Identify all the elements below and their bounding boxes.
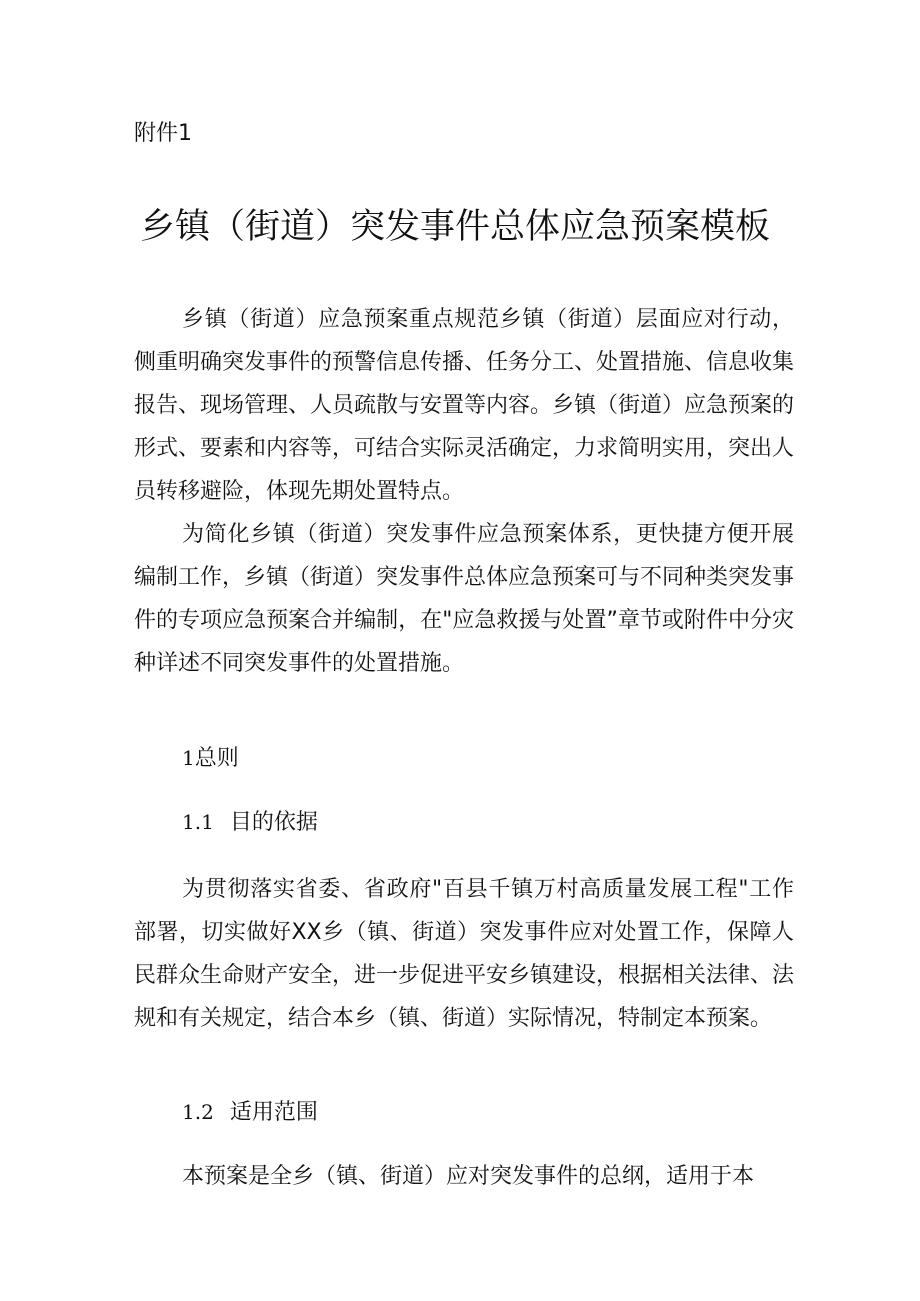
section-1-1-body: 为贯彻落实省委、省政府"百县千镇万村高质量发展工程"工作部署，切实做好XX乡（镇、街道）突发事件应对处置工作，保障人民群众生命财产安全，进一步促进平安乡镇建设，根据相关法律、法规和有关规定，结合本乡（镇、街道）实际情况，特制定本预案。 — [134, 877, 795, 1031]
annex-label: 附件1 — [134, 121, 192, 146]
intro-paragraph-1: 乡镇（街道）应急预案重点规范乡镇（街道）层面应对行动，侧重明确突发事件的预警信息传播、任务分工、处置措施、信息收集报告、现场管理、人员疏散与安置等内容。乡镇（街道）应急预案的形式、要素和内容等，可结合实际灵活确定，力求简明实用，突出人员转移避险，体现先期处置特点。 — [134, 307, 795, 504]
document-title: 乡镇（街道）突发事件总体应急预案模板 — [139, 207, 770, 247]
intro-paragraph-2: 为简化乡镇（街道）突发事件应急预案体系，更快捷方便开展编制工作，乡镇（街道）突发事件总体应急预案可与不同种类突发事件的专项应急预案合并编制，在"应急救援与处置”章节或附件中分灾种详述不同突发事件的处置措施。 — [134, 522, 795, 676]
section-1-2-number: 1.2 — [182, 1100, 214, 1124]
section-1-1-heading — [182, 806, 318, 839]
section-1-2-body: 本预案是全乡（镇、街道）应对突发事件的总纲，适用于本 — [182, 1164, 755, 1189]
section-1-number: 1 — [182, 746, 195, 770]
section-1-1-number: 1.1 — [182, 810, 214, 834]
section-1-2-title: 适用范围 — [229, 1100, 318, 1125]
section-1-heading — [182, 742, 239, 775]
section-1-title: 总则 — [194, 746, 239, 771]
section-1-1-title: 目的依据 — [229, 810, 318, 835]
section-1-2-heading — [182, 1096, 318, 1129]
